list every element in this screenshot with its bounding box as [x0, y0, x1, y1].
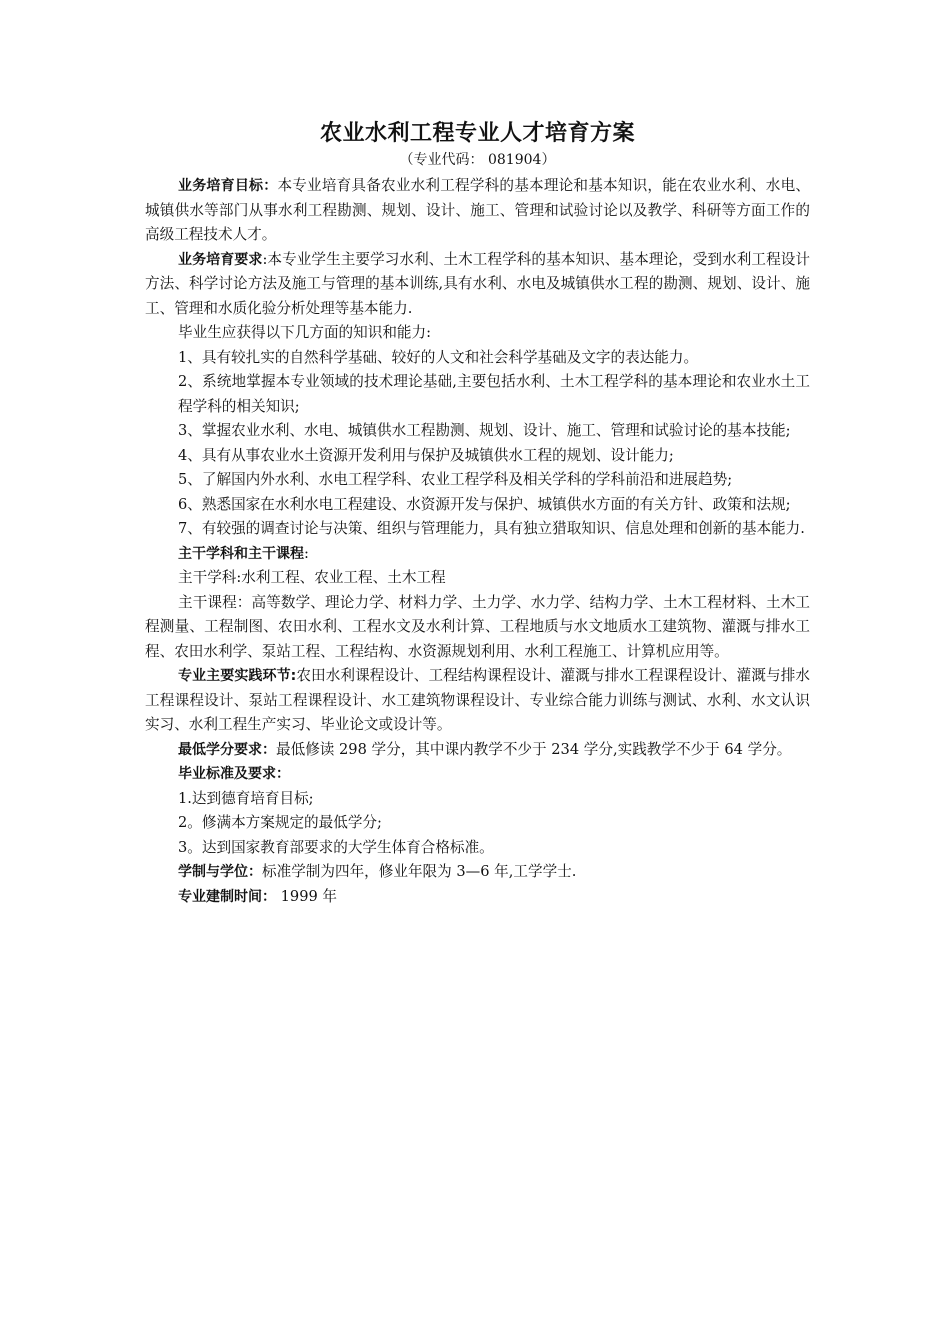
- ability-item: 1、具有较扎实的自然科学基础、较好的人文和社会科学基础及文字的表达能力。: [178, 348, 699, 366]
- graduation-item: 3。达到国家教育部要求的大学生体育合格标准。: [178, 838, 494, 856]
- degree-text: 标准学制为四年，修业年限为 3—6 年,工学学士.: [262, 863, 577, 880]
- ability-item: 6、熟悉国家在水利水电工程建设、水资源开发与保护、城镇供水方面的有关方针、政策和法规;: [178, 495, 791, 513]
- training-requirement-label: 业务培育要求: [178, 251, 263, 268]
- practice-text: 农田水利课程设计、工程结构课程设计、灌溉与排水工程课程设计、灌溉与排水工程课程设计、泵站工程课程设计、水工建筑物课程设计、专业综合能力训练与测试、水利、水文认识实习、水利工程生产实习、毕业论文或设计等。: [145, 667, 810, 733]
- graduation-item: 1.达到德育培育目标;: [178, 789, 314, 807]
- graduation-item: 2。修满本方案规定的最低学分;: [178, 814, 382, 831]
- main-disciplines: 主干学科:水利工程、农业工程、土木工程: [178, 569, 446, 586]
- established-paragraph: [145, 885, 810, 910]
- credits-text: 最低修读 298 学分，其中课内教学不少于 234 学分,实践教学不少于 64 学分。: [276, 740, 792, 758]
- main-subjects-suffix: :: [304, 544, 309, 562]
- established-label: 专业建制时间：: [178, 888, 276, 905]
- established-text: 1999 年: [276, 887, 338, 905]
- degree-label: 学制与学位：: [178, 864, 262, 880]
- main-subjects-heading: [145, 542, 810, 567]
- ability-item: 4、具有从事农业水土资源开发利用与保护及城镇供水工程的规划、设计能力;: [178, 446, 674, 464]
- training-goal-text: 本专业培育具备农业水利工程学科的基本理论和基本知识，能在农业水利、水电、城镇供水等部门从事水利工程勘测、规划、设计、施工、管理和试验讨论以及教学、科研等方面工作的高级工程技术人才。: [145, 177, 810, 243]
- ability-item: 7、有较强的调查讨论与决策、组织与管理能力，具有独立猎取知识、信息处理和创新的基本能力.: [178, 520, 805, 537]
- ability-item: 2、系统地掌握本专业领域的技术理论基础,主要包括水利、土木工程学科的基本理论和农业水土工程学科的相关知识;: [178, 373, 810, 415]
- graduation-label: 毕业标准及要求：: [178, 766, 290, 782]
- main-courses: 主干课程：高等数学、理论力学、材料力学、土力学、水力学、结构力学、土木工程材料、土木工程测量、工程制图、农田水利、工程水文及水利计算、工程地质与水文地质水工建筑物、灌溉与排水工程、农田水利学、泵站工程、工程结构、水资源规划利用、水利工程施工、计算机应用等。: [145, 593, 810, 660]
- abilities-intro: 毕业生应获得以下几方面的知识和能力:: [178, 324, 432, 341]
- main-subjects-label: 主干学科和主干课程: [178, 545, 304, 562]
- training-requirement-text: :本专业学生主要学习水利、土木工程学科的基本知识、基本理论，受到水利工程设计方法、科学讨论方法及施工与管理的基本训练,具有水利、水电及城镇供水工程的勘测、规划、设计、施工、管理和水质化验分析处理等基本能力.: [145, 250, 811, 317]
- document-title: 农业水利工程专业人才培育方案: [319, 121, 635, 146]
- credits-label: 最低学分要求：: [178, 741, 276, 758]
- ability-item: 5、了解国内外水利、水电工程学科、农业工程学科及相关学科的学科前沿和进展趋势;: [178, 471, 733, 488]
- training-goal-label: 业务培育目标：: [178, 178, 278, 194]
- credits-paragraph: [145, 738, 810, 763]
- graduation-heading: [145, 762, 810, 787]
- ability-item: 3、掌握农业水利、水电、城镇供水工程勘测、规划、设计、施工、管理和试验讨论的基本技能;: [178, 422, 791, 439]
- practice-paragraph: [145, 664, 810, 738]
- document-page: [145, 118, 810, 909]
- training-requirement-paragraph: [145, 248, 810, 322]
- major-code: （专业代码： 081904）: [399, 152, 556, 168]
- degree-paragraph: [145, 860, 810, 885]
- practice-label: 专业主要实践环节:: [178, 668, 297, 684]
- training-goal-paragraph: [145, 174, 810, 248]
